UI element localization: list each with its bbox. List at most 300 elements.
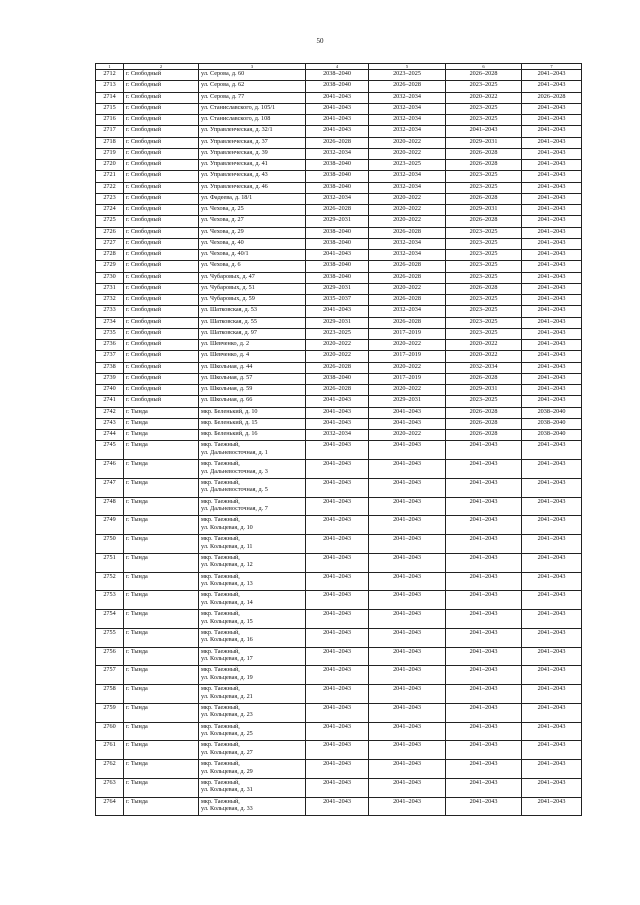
period-cell-col7: 2041–2043 <box>522 272 582 283</box>
row-number-cell: 2720 <box>96 160 124 171</box>
address-line: мкр. Таежный, <box>201 516 240 524</box>
address-line: ул. Управленческая, д. 41 <box>201 160 268 167</box>
period-cell-col5: 2032–2034 <box>369 306 446 317</box>
period-cell-col4: 2041–2043 <box>306 685 369 704</box>
period-cell-col6: 2026–2028 <box>446 418 522 429</box>
period-cell-col5: 2041–2043 <box>369 497 446 516</box>
address-cell <box>199 685 306 704</box>
locality-cell: г. Свободный <box>124 306 199 317</box>
period-cell-col4: 2041–2043 <box>306 407 369 418</box>
period-cell-col4: 2038–2040 <box>306 272 369 283</box>
row-number-cell: 2761 <box>96 741 124 760</box>
period-cell-col7: 2041–2043 <box>522 261 582 272</box>
period-cell-col7: 2041–2043 <box>522 362 582 373</box>
locality-cell: г. Тында <box>124 647 199 666</box>
address-cell <box>199 722 306 741</box>
table-row <box>96 647 582 666</box>
period-cell-col6: 2023–2025 <box>446 396 522 407</box>
address-line: ул. Дальневосточная, д. 3 <box>201 467 268 475</box>
period-cell-col5: 2032–2034 <box>369 115 446 126</box>
period-cell-col5: 2041–2043 <box>369 441 446 460</box>
period-cell-col5: 2017–2019 <box>369 351 446 362</box>
locality-cell: г. Свободный <box>124 272 199 283</box>
address-cell <box>199 148 306 159</box>
period-cell-col5: 2020–2022 <box>369 216 446 227</box>
address-cell <box>199 572 306 591</box>
period-cell-col5: 2041–2043 <box>369 722 446 741</box>
period-cell-col6: 2023–2025 <box>446 328 522 339</box>
locality-cell: г. Свободный <box>124 70 199 81</box>
locality-cell: г. Свободный <box>124 351 199 362</box>
table-row <box>96 205 582 216</box>
period-cell-col7: 2041–2043 <box>522 126 582 137</box>
table-row <box>96 797 582 816</box>
table-row <box>96 666 582 685</box>
period-cell-col4: 2038–2040 <box>306 70 369 81</box>
address-line: ул. Шатковская, д. 97 <box>201 328 257 336</box>
table-row <box>96 70 582 81</box>
period-cell-col4: 2038–2040 <box>306 238 369 249</box>
period-cell-col4: 2041–2043 <box>306 703 369 722</box>
period-cell-col7: 2041–2043 <box>522 283 582 294</box>
address-cell <box>199 182 306 193</box>
table-row <box>96 497 582 516</box>
period-cell-col6: 2023–2025 <box>446 227 522 238</box>
period-cell-col6: 2023–2025 <box>446 182 522 193</box>
table-row <box>96 216 582 227</box>
period-cell-col7: 2041–2043 <box>522 238 582 249</box>
row-number-cell: 2716 <box>96 115 124 126</box>
address-line: ул. Дальневосточная, д. 1 <box>201 448 268 456</box>
period-cell-col7: 2038–2040 <box>522 418 582 429</box>
table-row <box>96 340 582 351</box>
address-line: ул. Кольцевая, д. 13 <box>201 580 253 588</box>
period-cell-col5: 2041–2043 <box>369 516 446 535</box>
row-number-cell: 2712 <box>96 70 124 81</box>
period-cell-col6: 2041–2043 <box>446 572 522 591</box>
address-cell <box>199 283 306 294</box>
address-cell <box>199 460 306 479</box>
locality-cell: г. Тында <box>124 535 199 554</box>
period-cell-col7: 2041–2043 <box>522 81 582 92</box>
locality-cell: г. Тында <box>124 685 199 704</box>
period-cell-col6: 2041–2043 <box>446 666 522 685</box>
period-cell-col6: 2023–2025 <box>446 306 522 317</box>
period-cell-col4: 2041–2043 <box>306 572 369 591</box>
table-row <box>96 535 582 554</box>
period-cell-col7: 2041–2043 <box>522 205 582 216</box>
row-number-cell: 2759 <box>96 703 124 722</box>
table-row <box>96 171 582 182</box>
period-cell-col4: 2041–2043 <box>306 797 369 816</box>
locality-cell: г. Свободный <box>124 373 199 384</box>
address-cell <box>199 760 306 779</box>
period-cell-col7: 2041–2043 <box>522 306 582 317</box>
address-cell <box>199 778 306 797</box>
period-cell-col5: 2041–2043 <box>369 407 446 418</box>
row-number-cell: 2732 <box>96 295 124 306</box>
address-line: ул. Шатковская, д. 53 <box>201 306 257 314</box>
period-cell-col5: 2026–2028 <box>369 227 446 238</box>
period-cell-col6: 2041–2043 <box>446 553 522 572</box>
address-line: ул. Станиславского, д. 105/1 <box>201 103 276 111</box>
address-cell <box>199 238 306 249</box>
address-line: ул. Управленческая, д. 46 <box>201 182 268 190</box>
address-line: ул. Дальневосточная, д. 5 <box>201 486 268 494</box>
period-cell-col6: 2026–2028 <box>446 216 522 227</box>
period-cell-col5: 2026–2028 <box>369 261 446 272</box>
locality-cell: г. Свободный <box>124 238 199 249</box>
period-cell-col6: 2026–2028 <box>446 70 522 81</box>
period-cell-col5: 2032–2034 <box>369 250 446 261</box>
period-cell-col4: 2029–2031 <box>306 317 369 328</box>
period-cell-col7: 2041–2043 <box>522 572 582 591</box>
period-cell-col6: 2041–2043 <box>446 628 522 647</box>
period-cell-col4: 2041–2043 <box>306 535 369 554</box>
address-line: ул. Кольцевая, д. 14 <box>201 598 253 606</box>
address-cell <box>199 628 306 647</box>
address-line: ул. Школьная, д. 66 <box>201 396 253 404</box>
address-line: ул. Чехова, д. 27 <box>201 216 244 224</box>
address-line: мкр. Таежный, <box>201 553 240 561</box>
registry-table <box>95 63 582 816</box>
address-cell <box>199 115 306 126</box>
period-cell-col4: 2041–2043 <box>306 516 369 535</box>
period-cell-col7: 2041–2043 <box>522 535 582 554</box>
table-row <box>96 610 582 629</box>
address-cell <box>199 317 306 328</box>
period-cell-col5: 2032–2034 <box>369 92 446 103</box>
address-cell <box>199 418 306 429</box>
address-cell <box>199 126 306 137</box>
table-row <box>96 92 582 103</box>
period-cell-col6: 2020–2022 <box>446 351 522 362</box>
period-cell-col5: 2041–2043 <box>369 591 446 610</box>
address-cell <box>199 328 306 339</box>
locality-cell: г. Свободный <box>124 227 199 238</box>
period-cell-col4: 2032–2034 <box>306 193 369 204</box>
table-row <box>96 283 582 294</box>
period-cell-col5: 2017–2019 <box>369 373 446 384</box>
period-cell-col4: 2026–2028 <box>306 205 369 216</box>
address-line: ул. Управленческая, д. 37 <box>201 137 268 145</box>
address-line: ул. Школьная, д. 57 <box>201 373 253 381</box>
row-number-cell: 2750 <box>96 535 124 554</box>
period-cell-col7: 2041–2043 <box>522 497 582 516</box>
period-cell-col6: 2026–2028 <box>446 193 522 204</box>
period-cell-col4: 2020–2022 <box>306 340 369 351</box>
period-cell-col7: 2041–2043 <box>522 115 582 126</box>
period-cell-col6: 2041–2043 <box>446 460 522 479</box>
locality-cell: г. Тында <box>124 610 199 629</box>
locality-cell: г. Свободный <box>124 92 199 103</box>
period-cell-col7: 2041–2043 <box>522 103 582 114</box>
period-cell-col6: 2023–2025 <box>446 250 522 261</box>
address-cell <box>199 70 306 81</box>
locality-cell: г. Свободный <box>124 182 199 193</box>
address-cell <box>199 250 306 261</box>
period-cell-col5: 2020–2022 <box>369 137 446 148</box>
period-cell-col5: 2020–2022 <box>369 362 446 373</box>
period-cell-col5: 2041–2043 <box>369 628 446 647</box>
period-cell-col4: 2023–2025 <box>306 328 369 339</box>
period-cell-col5: 2041–2043 <box>369 666 446 685</box>
period-cell-col7: 2041–2043 <box>522 666 582 685</box>
address-line: мкр. Таежный, <box>201 441 240 449</box>
address-line: ул. Школьная, д. 59 <box>201 385 253 392</box>
period-cell-col4: 2041–2043 <box>306 250 369 261</box>
address-line: мкр. Таежный, <box>201 666 240 674</box>
locality-cell: г. Свободный <box>124 126 199 137</box>
period-cell-col4: 2029–2031 <box>306 283 369 294</box>
row-number-cell: 2713 <box>96 81 124 92</box>
period-cell-col6: 2041–2043 <box>446 778 522 797</box>
period-cell-col4: 2038–2040 <box>306 171 369 182</box>
table-row <box>96 628 582 647</box>
period-cell-col5: 2020–2022 <box>369 283 446 294</box>
table-row <box>96 418 582 429</box>
period-cell-col6: 2023–2025 <box>446 295 522 306</box>
period-cell-col6: 2041–2043 <box>446 647 522 666</box>
address-line: ул. Шевченко, д. 4 <box>201 351 250 359</box>
table-row <box>96 362 582 373</box>
locality-cell: г. Тында <box>124 418 199 429</box>
period-cell-col5: 2026–2028 <box>369 272 446 283</box>
address-cell <box>199 553 306 572</box>
address-line: ул. Шевченко, д. 2 <box>201 340 250 347</box>
row-number-cell: 2729 <box>96 261 124 272</box>
locality-cell: г. Свободный <box>124 216 199 227</box>
period-cell-col4: 2041–2043 <box>306 306 369 317</box>
locality-cell: г. Свободный <box>124 137 199 148</box>
address-line: ул. Кольцевая, д. 23 <box>201 711 253 719</box>
period-cell-col6: 2041–2043 <box>446 516 522 535</box>
period-cell-col7: 2038–2040 <box>522 407 582 418</box>
address-cell <box>199 396 306 407</box>
period-cell-col4: 2041–2043 <box>306 478 369 497</box>
address-line: ул. Школьная, д. 44 <box>201 362 253 370</box>
period-cell-col7: 2041–2043 <box>522 227 582 238</box>
address-cell <box>199 385 306 396</box>
locality-cell: г. Тында <box>124 628 199 647</box>
locality-cell: г. Тында <box>124 441 199 460</box>
row-number-cell: 2730 <box>96 272 124 283</box>
period-cell-col5: 2032–2034 <box>369 238 446 249</box>
table-row <box>96 407 582 418</box>
table-row <box>96 441 582 460</box>
address-cell <box>199 340 306 351</box>
period-cell-col7: 2041–2043 <box>522 171 582 182</box>
period-cell-col6: 2023–2025 <box>446 238 522 249</box>
period-cell-col7: 2041–2043 <box>522 553 582 572</box>
table-body <box>96 70 582 816</box>
period-cell-col6: 2023–2025 <box>446 81 522 92</box>
address-cell <box>199 351 306 362</box>
address-line: ул. Кольцевая, д. 27 <box>201 748 253 756</box>
period-cell-col6: 2041–2043 <box>446 497 522 516</box>
address-line: мкр. Таежный, <box>201 478 240 486</box>
period-cell-col5: 2041–2043 <box>369 460 446 479</box>
period-cell-col6: 2041–2043 <box>446 760 522 779</box>
period-cell-col5: 2020–2022 <box>369 148 446 159</box>
period-cell-col4: 2041–2043 <box>306 778 369 797</box>
period-cell-col7: 2041–2043 <box>522 216 582 227</box>
address-cell <box>199 647 306 666</box>
locality-cell: г. Свободный <box>124 115 199 126</box>
row-number-cell: 2714 <box>96 92 124 103</box>
period-cell-col4: 2026–2028 <box>306 385 369 396</box>
period-cell-col5: 2026–2028 <box>369 295 446 306</box>
address-line: мкр. Беленький, д. 10 <box>201 407 258 415</box>
locality-cell: г. Тында <box>124 722 199 741</box>
row-number-cell: 2749 <box>96 516 124 535</box>
locality-cell: г. Тында <box>124 497 199 516</box>
address-cell <box>199 430 306 441</box>
row-number-cell: 2754 <box>96 610 124 629</box>
period-cell-col7: 2041–2043 <box>522 340 582 351</box>
period-cell-col7: 2041–2043 <box>522 193 582 204</box>
period-cell-col7: 2041–2043 <box>522 441 582 460</box>
period-cell-col7: 2041–2043 <box>522 591 582 610</box>
period-cell-col4: 2020–2022 <box>306 351 369 362</box>
locality-cell: г. Свободный <box>124 81 199 92</box>
locality-cell: г. Тында <box>124 516 199 535</box>
column-number: 6 <box>446 64 522 70</box>
row-number-cell: 2746 <box>96 460 124 479</box>
address-cell <box>199 373 306 384</box>
period-cell-col4: 2038–2040 <box>306 182 369 193</box>
row-number-cell: 2737 <box>96 351 124 362</box>
period-cell-col6: 2026–2028 <box>446 283 522 294</box>
column-number: 3 <box>199 64 306 70</box>
address-cell <box>199 81 306 92</box>
period-cell-col6: 2041–2043 <box>446 610 522 629</box>
period-cell-col6: 2026–2028 <box>446 407 522 418</box>
table-row <box>96 351 582 362</box>
period-cell-col4: 2038–2040 <box>306 227 369 238</box>
table-row <box>96 115 582 126</box>
period-cell-col4: 2038–2040 <box>306 160 369 171</box>
table-row <box>96 182 582 193</box>
period-cell-col6: 2041–2043 <box>446 722 522 741</box>
period-cell-col7: 2041–2043 <box>522 516 582 535</box>
address-line: ул. Кольцевая, д. 33 <box>201 805 253 813</box>
row-number-cell: 2740 <box>96 385 124 396</box>
row-number-cell: 2757 <box>96 666 124 685</box>
address-cell <box>199 516 306 535</box>
address-cell <box>199 160 306 171</box>
address-cell <box>199 703 306 722</box>
locality-cell: г. Свободный <box>124 193 199 204</box>
table-row <box>96 295 582 306</box>
address-cell <box>199 227 306 238</box>
row-number-cell: 2751 <box>96 553 124 572</box>
address-line: мкр. Беленький, д. 15 <box>201 418 258 426</box>
period-cell-col7: 2041–2043 <box>522 250 582 261</box>
period-cell-col5: 2041–2043 <box>369 685 446 704</box>
period-cell-col5: 2023–2025 <box>369 160 446 171</box>
address-cell <box>199 295 306 306</box>
address-line: мкр. Таежный, <box>201 797 240 805</box>
period-cell-col6: 2023–2025 <box>446 317 522 328</box>
row-number-cell: 2756 <box>96 647 124 666</box>
table-row <box>96 591 582 610</box>
period-cell-col6: 2020–2022 <box>446 92 522 103</box>
table-row <box>96 553 582 572</box>
period-cell-col7: 2041–2043 <box>522 722 582 741</box>
address-cell <box>199 362 306 373</box>
period-cell-col4: 2038–2040 <box>306 373 369 384</box>
period-cell-col5: 2041–2043 <box>369 535 446 554</box>
period-cell-col6: 2041–2043 <box>446 741 522 760</box>
address-cell <box>199 272 306 283</box>
table-row <box>96 126 582 137</box>
locality-cell: г. Свободный <box>124 328 199 339</box>
locality-cell: г. Свободный <box>124 160 199 171</box>
period-cell-col5: 2041–2043 <box>369 778 446 797</box>
period-cell-col7: 2041–2043 <box>522 703 582 722</box>
column-number: 7 <box>522 64 582 70</box>
period-cell-col5: 2041–2043 <box>369 760 446 779</box>
address-line: ул. Серова, д. 62 <box>201 81 245 89</box>
row-number-cell: 2752 <box>96 572 124 591</box>
period-cell-col7: 2041–2043 <box>522 778 582 797</box>
address-line: ул. Управленческая, д. 39 <box>201 148 268 156</box>
period-cell-col6: 2020–2022 <box>446 340 522 351</box>
table-row <box>96 160 582 171</box>
address-line: ул. Станиславского, д. 108 <box>201 115 271 122</box>
period-cell-col7: 2026–2028 <box>522 92 582 103</box>
row-number-cell: 2736 <box>96 340 124 351</box>
period-cell-col5: 2026–2028 <box>369 317 446 328</box>
period-cell-col6: 2041–2043 <box>446 535 522 554</box>
address-line: ул. Кольцевая, д. 11 <box>201 542 253 550</box>
address-line: ул. Чубаровых, д. 47 <box>201 272 255 280</box>
address-line: ул. Кольцевая, д. 12 <box>201 561 253 569</box>
locality-cell: г. Тында <box>124 407 199 418</box>
address-cell <box>199 92 306 103</box>
address-line: ул. Дальневосточная, д. 7 <box>201 505 268 513</box>
address-line: ул. Кольцевая, д. 25 <box>201 730 253 738</box>
row-number-cell: 2718 <box>96 137 124 148</box>
address-line: мкр. Таежный, <box>201 760 240 767</box>
locality-cell: г. Тында <box>124 760 199 779</box>
period-cell-col4: 2026–2028 <box>306 362 369 373</box>
address-line: мкр. Беленький, д. 16 <box>201 430 258 437</box>
address-line: мкр. Таежный, <box>201 572 240 580</box>
period-cell-col7: 2041–2043 <box>522 460 582 479</box>
period-cell-col4: 2032–2034 <box>306 148 369 159</box>
period-cell-col5: 2020–2022 <box>369 340 446 351</box>
row-number-cell: 2762 <box>96 760 124 779</box>
address-cell <box>199 306 306 317</box>
period-cell-col5: 2020–2022 <box>369 193 446 204</box>
table-row <box>96 703 582 722</box>
table-row <box>96 261 582 272</box>
period-cell-col7: 2041–2043 <box>522 478 582 497</box>
period-cell-col4: 2041–2043 <box>306 553 369 572</box>
address-cell <box>199 478 306 497</box>
address-line: мкр. Таежный, <box>201 722 240 730</box>
table-row <box>96 516 582 535</box>
period-cell-col6: 2041–2043 <box>446 703 522 722</box>
table-row <box>96 148 582 159</box>
period-cell-col5: 2026–2028 <box>369 81 446 92</box>
period-cell-col4: 2038–2040 <box>306 261 369 272</box>
period-cell-col6: 2041–2043 <box>446 478 522 497</box>
address-line: ул. Чехова, д. 6 <box>201 261 241 269</box>
period-cell-col7: 2041–2043 <box>522 317 582 328</box>
